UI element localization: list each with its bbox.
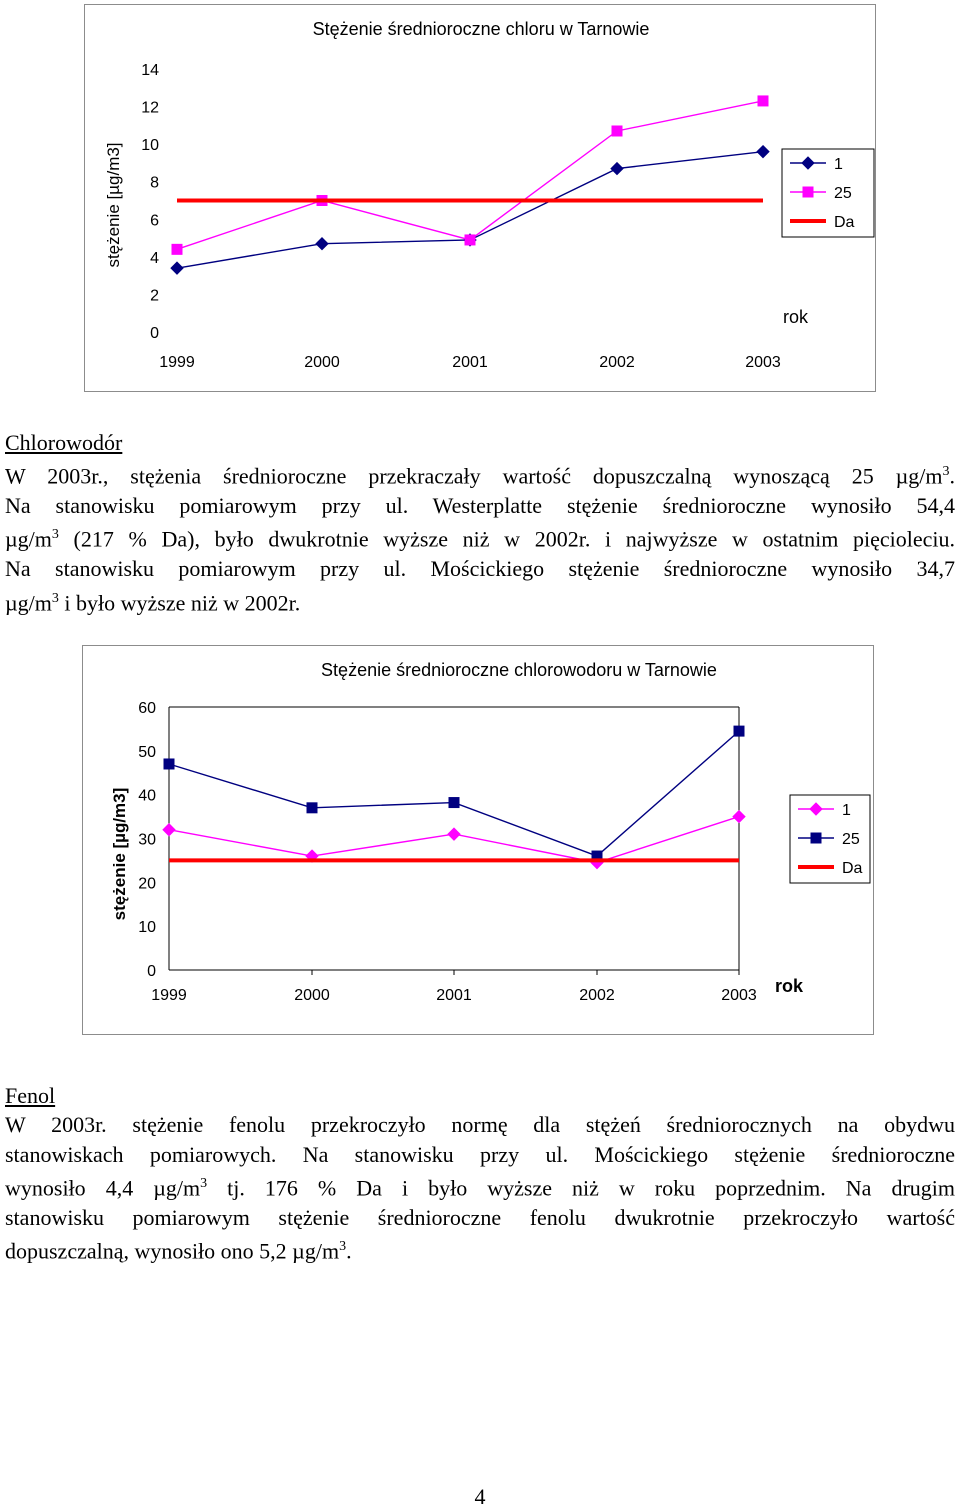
text-line <box>5 1232 955 1266</box>
y-tick-label: 6 <box>150 212 159 230</box>
data-point-25 <box>307 803 317 813</box>
y-tick-label: 30 <box>138 831 156 849</box>
text-segment: W 2003r., stężenia średnioroczne przekraczały wartość dopuszczalną wynoszącą 25 µg/m <box>5 463 943 489</box>
x-tick-label: 1999 <box>151 987 187 1004</box>
y-tick-label: 50 <box>138 743 156 761</box>
text-line <box>5 457 955 491</box>
chart-plot <box>83 646 875 1036</box>
y-axis-label: stężenie [µg/m3] <box>104 142 123 268</box>
x-tick-label: 2001 <box>436 987 472 1004</box>
y-tick-label: 10 <box>138 919 156 937</box>
text-line <box>5 1140 955 1170</box>
section-fenol <box>5 1081 955 1266</box>
section-body <box>5 457 955 617</box>
section-body <box>5 1110 955 1266</box>
text-line <box>5 1169 955 1203</box>
series-line-1 <box>177 152 763 268</box>
text-segment: Na stanowisku pomiarowym przy ul. Westerplatte stężenie średnioroczne wynosiło 54,4 <box>5 492 955 518</box>
text-segment: stanowiskach pomiarowych. Na stanowisku przy ul. Mościckiego stężenie średnioroczne <box>5 1141 955 1167</box>
text-line <box>5 1110 955 1140</box>
x-tick-label: 2003 <box>721 987 757 1004</box>
x-axis-label: rok <box>775 976 804 996</box>
text-segment: . <box>346 1238 352 1264</box>
y-tick-label: 10 <box>141 137 159 155</box>
chart-title: Stężenie średnioroczne chloru w Tarnowie <box>312 19 650 39</box>
superscript: 3 <box>339 1239 347 1255</box>
text-segment: Na stanowisku pomiarowym przy ul. Mościckiego stężenie średnioroczne wynosiło 34,7 <box>5 556 955 582</box>
section-heading: Chlorowodór <box>5 430 123 455</box>
data-point-25 <box>734 726 744 736</box>
y-tick-label: 2 <box>150 287 159 305</box>
chart-title: Stężenie średnioroczne chlorowodoru w Tarnowie <box>321 660 717 680</box>
y-tick-label: 0 <box>150 325 159 342</box>
legend-label: 25 <box>842 831 860 848</box>
text-line <box>5 491 955 521</box>
chart-plot <box>85 5 877 393</box>
data-point-1 <box>171 262 183 274</box>
legend-label: Da <box>842 860 863 877</box>
chart-chlor <box>84 4 876 392</box>
legend-label: Da <box>834 214 855 231</box>
y-tick-label: 12 <box>141 99 159 117</box>
text-segment: µg/m <box>5 526 52 552</box>
data-point-1 <box>316 238 328 250</box>
data-point-25 <box>172 244 182 254</box>
y-tick-label: 60 <box>138 700 156 717</box>
text-line <box>5 584 955 618</box>
x-tick-label: 2002 <box>599 354 635 371</box>
data-point-1 <box>733 811 745 823</box>
page-number: 4 <box>474 1484 486 1509</box>
text-segment: i było wyższe niż w 2002r. <box>58 589 301 615</box>
x-tick-label: 2002 <box>579 987 615 1004</box>
y-tick-label: 40 <box>138 787 156 805</box>
data-point-25 <box>465 235 475 245</box>
y-tick-label: 4 <box>150 249 159 267</box>
text-segment: . <box>949 463 955 489</box>
superscript: 3 <box>51 590 59 606</box>
y-tick-label: 14 <box>141 62 159 79</box>
section-heading: Fenol <box>5 1083 56 1108</box>
x-tick-label: 2000 <box>294 987 330 1004</box>
data-point-1 <box>448 828 460 840</box>
x-tick-label: 1999 <box>159 354 195 371</box>
text-segment: dopuszczalną, wynosiło ono 5,2 µg/m <box>5 1238 340 1264</box>
x-tick-label: 2001 <box>452 354 488 371</box>
text-segment: stanowisku pomiarowym stężenie średnioroczne fenolu dwukrotnie przekroczyło wartość <box>5 1204 955 1230</box>
superscript: 3 <box>51 527 59 543</box>
text-line <box>5 554 955 584</box>
section-chlorowodor <box>5 428 955 617</box>
text-line <box>5 520 955 554</box>
text-segment: µg/m <box>5 589 52 615</box>
text-line <box>5 1203 955 1233</box>
data-point-25 <box>758 96 768 106</box>
data-point-25 <box>164 759 174 769</box>
text-segment: wynosiło 4,4 µg/m <box>5 1175 201 1201</box>
y-axis-label: stężenie [µg/m3] <box>110 787 129 921</box>
superscript: 3 <box>942 464 950 479</box>
data-point-25 <box>449 798 459 808</box>
data-point-1 <box>757 146 769 158</box>
data-point-1 <box>163 824 175 836</box>
x-tick-label: 2003 <box>745 354 781 371</box>
x-tick-label: 2000 <box>304 354 340 371</box>
y-tick-label: 20 <box>138 875 156 893</box>
data-point-25 <box>612 126 622 136</box>
legend-label: 1 <box>834 156 843 173</box>
text-segment: tj. 176 % Da i było wyższe niż w roku poprzednim. Na drugim <box>207 1175 955 1201</box>
text-segment: W 2003r. stężenie fenolu przekroczyło normę dla stężeń średniorocznych na obydwu <box>5 1112 955 1137</box>
y-tick-label: 0 <box>147 963 156 980</box>
legend-marker <box>811 833 821 843</box>
legend-box <box>782 149 874 237</box>
legend-marker <box>803 187 813 197</box>
text-segment: (217 % Da), było dwukrotnie wyższe niż w 2002r. i najwyższe w ostatnim pięcioleciu. <box>58 526 955 552</box>
y-tick-label: 8 <box>150 174 159 192</box>
chart-chlorowodor <box>82 645 874 1035</box>
x-axis-label: rok <box>783 307 809 327</box>
data-point-1 <box>611 163 623 175</box>
legend-label: 1 <box>842 802 851 819</box>
legend-label: 25 <box>834 185 852 202</box>
series-line-25 <box>177 101 763 249</box>
superscript: 3 <box>200 1176 208 1191</box>
